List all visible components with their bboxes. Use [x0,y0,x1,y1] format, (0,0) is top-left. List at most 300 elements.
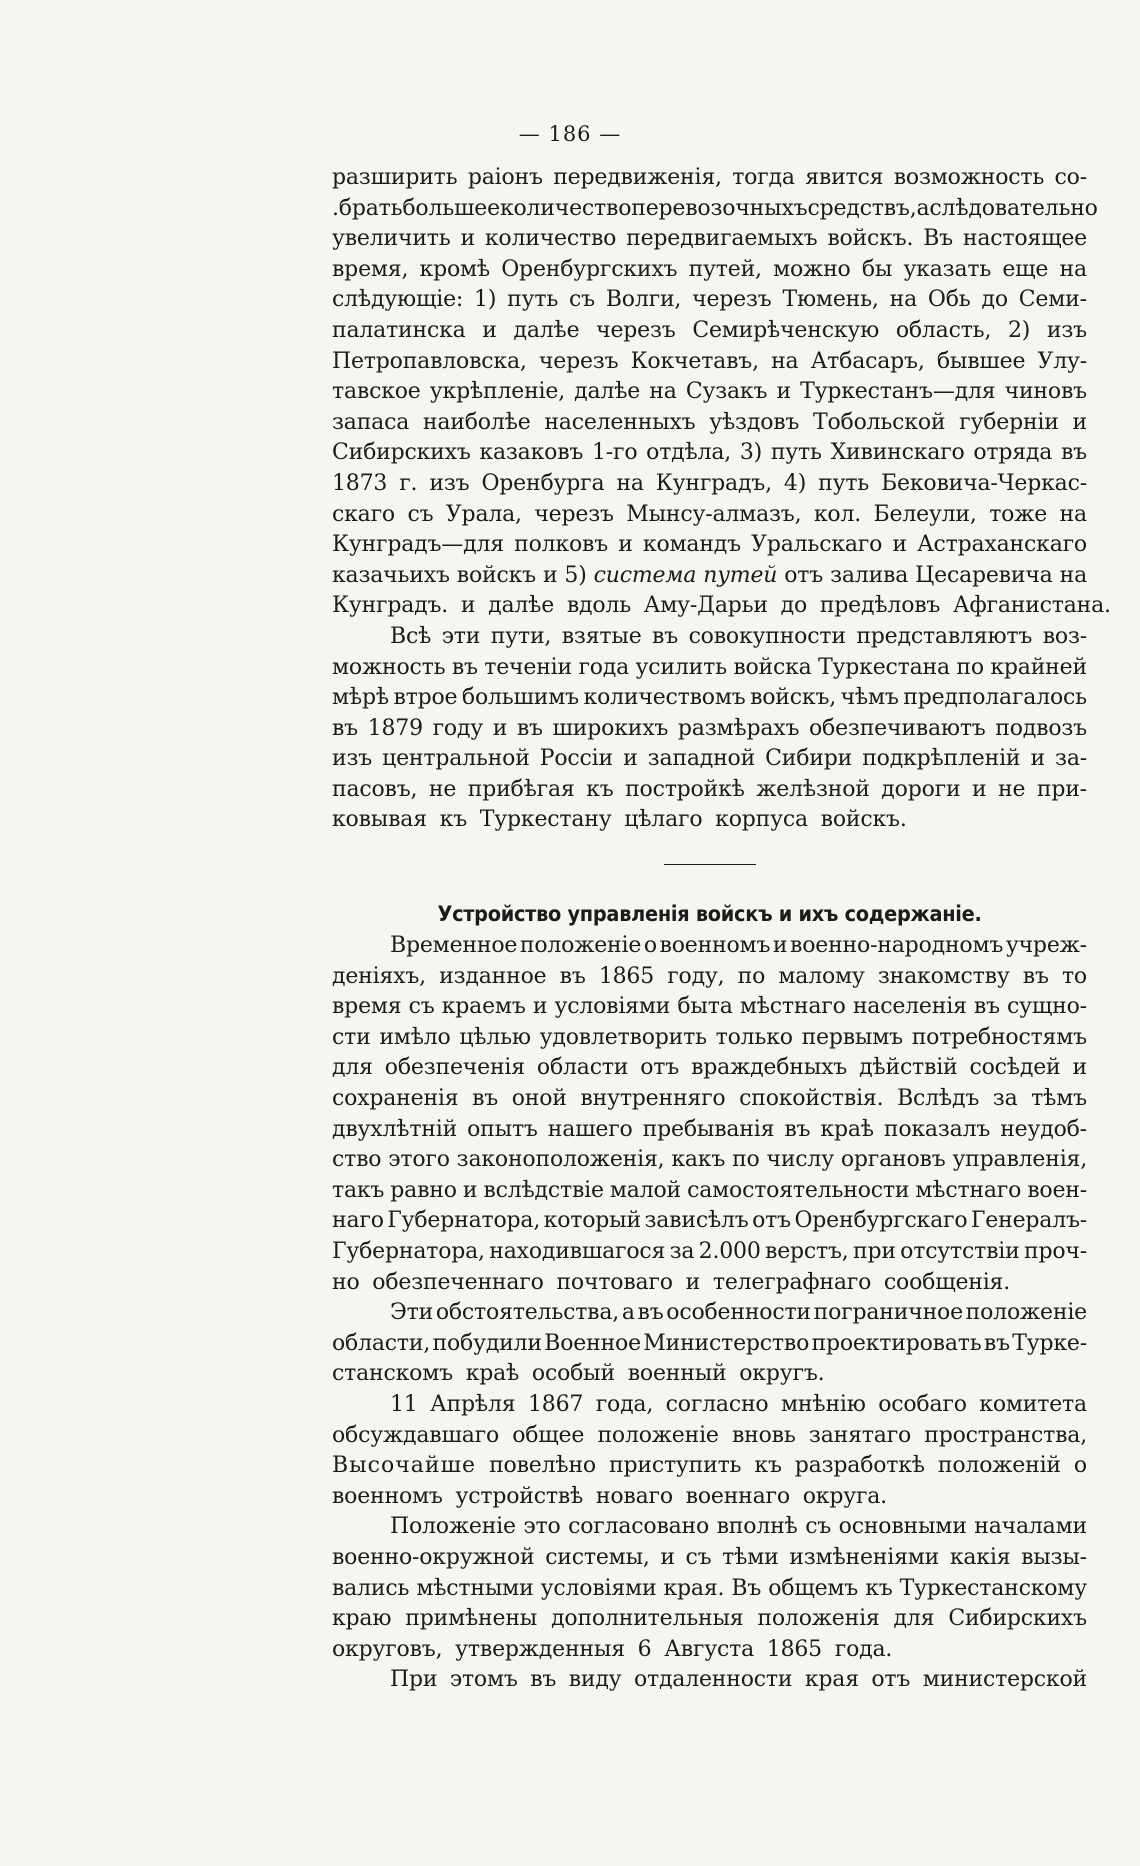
word: бывшее [936,348,1026,374]
word: а [916,195,930,221]
word: Туркестана [818,654,950,680]
word: неудоб- [1000,1116,1087,1142]
paragraph [332,163,1111,622]
text-line [332,1359,1087,1390]
word: войска [733,654,812,680]
word: повелѣно [489,1453,596,1479]
word: усилить [635,654,727,680]
word: года [578,654,630,680]
word: Всѣ [390,623,432,649]
word: Турке- [1012,1330,1087,1356]
text-line [332,1574,1087,1605]
word: области [536,1055,629,1081]
word: настоящее [962,226,1087,252]
word: палатинска [332,317,466,343]
word: потребностямъ [911,1024,1087,1050]
text-line [332,194,1098,225]
word: году [432,715,484,741]
word: тавское [332,379,421,405]
word: широкихъ [552,715,669,741]
word: большее [402,195,500,221]
word: мѣрѣ [332,685,389,711]
text-line [332,1084,1087,1115]
word: внутренняго [580,1086,726,1112]
text-line [332,683,1087,714]
word: дополнительныя [551,1606,744,1632]
word: разширить [332,165,458,190]
word: краѣ [820,1116,874,1142]
word: наго [332,1208,384,1234]
word: году, [667,963,725,989]
word: можность [332,654,446,680]
word: теченіи [484,654,572,680]
word: мѣстными [416,1575,534,1601]
word: перевозочныхъ [631,195,808,221]
text-line [332,1298,1087,1329]
word: края [804,1667,859,1693]
word: Туркестанскому [899,1575,1087,1601]
word: 1867 [527,1391,584,1417]
text-line [332,1390,1087,1421]
word: и [1072,409,1087,435]
word: спокойствія. [739,1086,884,1112]
word: съ [805,1514,832,1540]
text-line [332,1482,1087,1513]
word: и [772,933,788,959]
word: совокупности [688,623,846,649]
section-administration [332,931,1087,1696]
word: не [428,776,457,802]
word: представляютъ [856,623,1033,649]
word: органовъ [840,1147,946,1173]
word: Мынсу-алмазъ, [626,501,802,527]
word: изъ [332,746,373,772]
word: и [1072,1055,1087,1081]
text-line [332,1237,1087,1268]
word: передвигаемыхъ [626,226,818,252]
word: Сибири [765,746,853,772]
word: чѣмъ [840,685,899,711]
word: и [460,226,475,252]
word: Военное [544,1330,641,1356]
paragraph [332,1390,1087,1512]
word: 1879 [367,715,423,741]
word: брать [338,195,403,221]
word: на [889,287,917,313]
word: явится [805,165,884,190]
word: отдаленности [633,1667,793,1693]
word: дѣйствій [859,1055,958,1081]
word: въ [1022,963,1049,989]
word: къ [586,776,614,802]
line-segment: ковывая къ Туркестану цѣлаго корпуса войскъ. [332,807,907,833]
word: Сибирскихъ [948,1606,1087,1632]
word: слѣдующіе: [332,287,464,313]
word: г. [399,470,418,496]
text-line [332,775,1087,806]
word: область, [895,317,992,343]
word: учреж- [1005,933,1087,959]
word: въ [983,1330,1010,1356]
word: опытъ [467,1116,538,1142]
word: на [1059,501,1087,527]
word: количествомъ [583,685,746,711]
word: 1-го [591,440,638,466]
word: дороги [881,776,961,802]
word: 2.000 [698,1239,761,1264]
word: малой [609,1177,682,1203]
word: уѣздовъ [709,409,800,435]
word: не [998,776,1026,802]
word: особенности [666,1300,811,1326]
word: вызы- [1021,1544,1087,1570]
word: нашего [547,1116,633,1142]
word: взятые [561,623,642,649]
word: согласно [665,1391,769,1417]
page-number: — 186 — [518,122,622,146]
section-routes [332,163,1111,836]
word: Эти [390,1300,434,1326]
word: передвиженія, [553,165,722,190]
word: воен- [1027,1177,1087,1203]
word: путь [770,440,822,466]
text-line [332,992,1087,1023]
word: согласовано [568,1514,710,1540]
word: Тобольской [813,409,946,435]
word: комитета [979,1391,1087,1417]
word: за [992,1086,1018,1112]
word: средствъ, [807,195,917,221]
word: по [956,654,984,680]
word: примѣнены [405,1606,538,1632]
word: залива [830,562,909,588]
word: Бековича-Черкас- [881,470,1087,496]
word: быта [677,994,733,1020]
word: первымъ [801,1024,903,1050]
word: общее [512,1422,585,1448]
word: Белеули, [873,501,977,527]
text-line [332,714,1087,745]
text-line [332,469,1087,500]
section-divider [664,864,756,865]
word: это [523,1514,561,1540]
word: проектировать [811,1330,982,1356]
word: вновь [731,1422,796,1448]
text-line [332,408,1087,439]
word: Оренбургскаго [794,1208,968,1234]
word: зависѣлъ [644,1208,749,1234]
word: и [892,532,907,558]
word: Вслѣдъ [897,1086,980,1112]
word: далѣе [513,317,580,343]
paragraph [332,1298,1087,1390]
word: западной [647,746,756,772]
word: положеніе [597,1422,719,1448]
word: губерніи [959,409,1059,435]
word: деніяхъ, [332,963,426,989]
word: полковъ [514,532,608,558]
word: виду [568,1667,622,1693]
word: обстоятельства, [435,1300,620,1326]
word: система [593,562,697,588]
word: возможность [893,165,1045,190]
text-line [332,931,1087,962]
word: числу [766,1147,834,1173]
word: пребыванія [642,1116,775,1142]
word: сосѣдей [969,1055,1061,1081]
word: далѣе [574,379,641,405]
word: въ [516,715,543,741]
word: мнѣнію [781,1391,866,1417]
word: 5) [564,562,587,588]
word: крайней [990,654,1087,680]
word: равно [390,1177,457,1203]
word: ство [332,1147,382,1173]
word: Губернатора, [387,1208,541,1234]
word: и [971,776,987,802]
word: наиболѣе [422,409,531,435]
text-line [332,163,1087,194]
word: только [715,1024,793,1050]
word: центральной [382,746,530,772]
word: къ [865,1575,893,1601]
word: пасовъ, [332,776,418,802]
word: вались [332,1575,410,1601]
word: общемъ [768,1575,859,1601]
section-heading: Устройство управленія войскъ и ихъ содержаніе. [437,902,982,927]
word: показалъ [883,1116,991,1142]
word: изъ [429,470,470,496]
word: тоже [989,501,1048,527]
word: о [1073,1453,1087,1479]
word: знакомству [877,963,1010,989]
word: отсутствіи [900,1239,1020,1264]
word: отъ [871,1667,911,1693]
word: подвозъ [995,715,1087,741]
word: военномъ [659,933,771,959]
word: 2) [1007,317,1031,343]
text-line [332,1268,1087,1299]
word: для [893,1606,935,1632]
word: отъ [640,1055,680,1081]
word: населенія [852,994,967,1020]
word: Хивинскаго [830,440,965,466]
text-line [332,530,1087,561]
word: на [1059,256,1087,282]
word: за- [1055,746,1087,772]
word: и [542,562,558,588]
word: Временное [390,933,518,959]
word: Кунградъ—для [332,532,504,558]
word: который [543,1208,641,1234]
word: черезъ [538,348,619,374]
word: оной [511,1086,567,1112]
text-line [332,1329,1087,1360]
text-line [332,1635,1087,1666]
word: министерской [922,1667,1087,1693]
text-line [332,561,1087,592]
word: При [390,1667,438,1693]
word: при- [1036,776,1087,802]
word: Семи- [1018,287,1087,313]
word: основными [838,1514,967,1540]
word: въ [530,1667,557,1693]
word: указать [903,256,992,282]
word: отряда [973,440,1053,466]
text-line [332,1053,1087,1084]
word: путь [818,470,870,496]
word: большимъ [461,685,579,711]
word: эти [441,623,481,649]
word: къ [754,1453,782,1479]
text-line [332,1604,1087,1635]
word: Апрѣля [430,1391,516,1417]
word: Положеніе [390,1514,516,1540]
word: о [643,933,657,959]
word: верстъ, [765,1239,849,1264]
paragraph [332,1512,1087,1665]
word: Улу- [1037,348,1087,374]
word: въ [973,994,1000,1020]
text-line [332,1543,1087,1574]
text-line [332,316,1087,347]
word: Цесаревича [915,562,1053,588]
word: удовлетворить [539,1024,707,1050]
word: отъ [752,1208,791,1234]
word: Высочайше [332,1453,477,1479]
text-line [332,224,1087,255]
word: бы [861,256,893,282]
word: мѣстнаго [915,1177,1022,1203]
word: военно-окружной [332,1544,535,1570]
word: условіями [554,994,671,1020]
word: приступить [609,1453,742,1479]
word: положеній [937,1453,1061,1479]
word: края. [663,1575,725,1601]
word: кромѣ [419,256,490,282]
word: отдѣла, [646,440,732,466]
word: Оренбургскихъ [501,256,678,282]
word: желѣзной [756,776,870,802]
word: Сибирскихъ [332,440,471,466]
word: положеніе [519,933,642,959]
text-line [332,1665,1087,1696]
word: Въ [731,1575,762,1601]
word: сущно- [1007,994,1087,1020]
word: краю [332,1606,392,1632]
word: съ [569,287,595,313]
word: войскъ. [827,226,914,252]
word: на [649,379,677,405]
word: двухлѣтній [332,1116,458,1142]
word: пограничное [813,1300,963,1326]
word: въ [332,715,358,741]
word: Россіи [539,746,613,772]
word: Оренбурга [481,470,605,496]
word: по [732,1147,760,1173]
word: время, [332,256,409,282]
word: скаго [332,501,395,527]
word: вполнѣ [716,1514,798,1540]
word: при [852,1239,896,1264]
word: какія [949,1544,1011,1570]
word: положенія [757,1606,880,1632]
word: военно-народномъ [790,933,1004,959]
text-line [332,1023,1087,1054]
word: увеличить [332,226,451,252]
word: обсуждавшаго [332,1422,499,1448]
paragraph [332,622,1087,836]
word: казаковъ [479,440,584,466]
line-segment: но обезпеченнаго почтоваго и телеграфнаго сообщенія. [332,1269,1011,1295]
word: побудили [432,1330,542,1356]
line-segment: округовъ, утвержденныя 6 Августа 1865 года. [332,1636,893,1662]
word: Петропавловска, [332,348,527,374]
word: имѣло [379,1024,451,1050]
word: 4) [783,470,807,496]
word: черезъ [534,501,614,527]
word: какъ [671,1147,726,1173]
word: Тюмень, [782,287,879,313]
word: тѣми [722,1544,779,1570]
word: этого [388,1147,450,1173]
word: черезъ [692,287,772,313]
word: количество [484,226,617,252]
word: и [618,532,633,558]
word: чиновъ [1004,379,1087,405]
paragraph [332,1665,1087,1696]
word: втрое [393,685,458,711]
word: Обь [927,287,971,313]
word: Туркестанъ—для [800,379,996,405]
word: тогда [732,165,795,190]
text-line [332,500,1087,531]
word: время [332,994,402,1020]
text-line [332,255,1087,286]
line-segment: военномъ устройствѣ новаго военнаго округа. [332,1483,887,1509]
word: въ [451,654,478,680]
paragraph [332,931,1087,1298]
word: 1873 [332,470,388,496]
word: Въ [923,226,953,252]
text-line [332,1115,1087,1146]
word: а [621,1300,635,1326]
word: войскъ, [750,685,837,711]
word: тѣмъ [1031,1086,1087,1112]
word: прибѣгая [467,776,575,802]
word: Кокчетавъ, [630,348,759,374]
word: . [332,195,339,221]
word: этомъ [449,1667,518,1693]
word: путь [507,287,559,313]
word: вслѣдствіе [483,1177,604,1203]
word: года, [595,1391,654,1417]
word: въ [559,963,586,989]
word: занятаго [808,1422,912,1448]
word: съ [407,501,434,527]
text-line [332,1206,1087,1237]
word: за [669,1239,695,1264]
word: 1865 [598,963,655,989]
word: съ [408,994,435,1020]
text-line [332,377,1087,408]
word: изданное [439,963,547,989]
word: враждебныхъ [691,1055,848,1081]
text-line [332,347,1087,378]
word: на [1059,562,1087,588]
word: размѣрахъ [677,715,800,741]
word: находившагося [489,1239,666,1264]
